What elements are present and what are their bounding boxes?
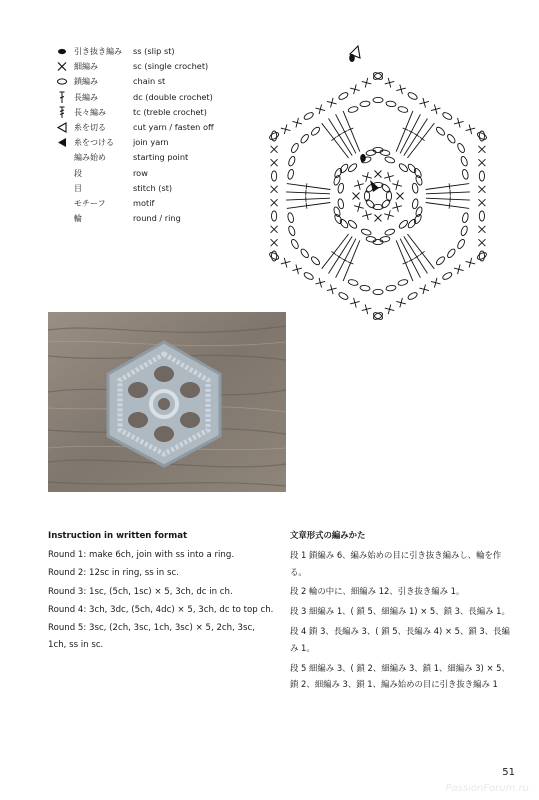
legend-en-label: stitch (st): [133, 182, 173, 193]
round-4-jp: 段 4 鎖 3、長編み 3、( 鎖 5、長編み 4) × 5、鎖 3、長編み 1。: [290, 625, 510, 653]
legend-jp-label: 糸をつける: [74, 138, 114, 148]
motif-photo: [48, 312, 286, 492]
legend-row: [54, 59, 254, 74]
legend-row: [54, 211, 254, 226]
japanese-heading: 文章形式の編みかた: [290, 530, 366, 540]
watermark-text: PassionForum.ru: [445, 783, 529, 794]
legend-row: [54, 44, 254, 59]
legend-row: [54, 181, 254, 196]
legend-row: [54, 90, 254, 105]
legend-en-label: starting point: [133, 152, 189, 163]
legend-jp-label: 段: [74, 168, 82, 178]
legend-jp-label: 編み始め: [74, 153, 106, 163]
legend-en-label: dc (double crochet): [133, 91, 213, 102]
tc-icon: [54, 105, 70, 120]
cut-yarn-icon: [54, 120, 70, 135]
legend-jp-label: 長々編み: [74, 107, 106, 117]
legend-jp-label: 長編み: [74, 92, 98, 102]
legend-en-label: motif: [133, 197, 155, 208]
legend-row: [54, 150, 254, 165]
stitch-legend: [54, 44, 254, 226]
legend-row: [54, 135, 254, 150]
round-3-en: Round 3: 1sc, (5ch, 1sc) × 5, 3ch, dc in ch.: [48, 586, 233, 597]
round-1-en: Round 1: make 6ch, join with ss into a ring.: [48, 549, 235, 560]
legend-en-label: row: [133, 167, 148, 178]
legend-row: [54, 196, 254, 211]
legend-en-label: round / ring: [133, 213, 181, 224]
legend-en-label: ss (slip st): [133, 46, 175, 56]
legend-jp-label: モチーフ: [74, 198, 106, 208]
legend-jp-label: 目: [74, 183, 82, 193]
page-number: 51: [502, 767, 515, 778]
sc-cross-icon: [54, 59, 70, 74]
join-yarn-icon: [54, 135, 70, 150]
legend-row: [54, 120, 254, 135]
dc-icon: [54, 90, 70, 105]
slip-st-icon: [54, 44, 70, 59]
legend-jp-label: 輪: [74, 214, 82, 224]
english-heading: Instruction in written format: [48, 531, 188, 541]
round-2-jp: 段 2 輪の中に、細編み 12、引き抜き編み 1。: [290, 586, 465, 597]
round-5-jp: 段 5 細編み 3、( 鎖 2、細編み 3、鎖 1、細編み 3) × 5、鎖 2、細編み 3、鎖 1、編み始めの目に引き抜き編み 1: [290, 662, 510, 690]
legend-row: [54, 74, 254, 89]
chain-oval-icon: [54, 74, 70, 89]
legend-jp-label: 鎖編み: [74, 77, 98, 87]
round-2-en: Round 2: 12sc in ring, ss in sc.: [48, 568, 179, 578]
legend-row: [54, 166, 254, 181]
legend-jp-label: 引き抜き編み: [74, 47, 122, 56]
english-instructions: [48, 527, 278, 654]
legend-en-label: sc (single crochet): [133, 61, 209, 72]
legend-jp-label: 細編み: [74, 62, 98, 72]
round-4-en: Round 4: 3ch, 3dc, (5ch, 4dc) × 5, 3ch, dc to top ch.: [48, 605, 274, 615]
legend-en-label: tc (treble crochet): [133, 106, 207, 117]
legend-row: [54, 105, 254, 120]
round-3-jp: 段 3 細編み 1、( 鎖 5、細編み 1) × 5、鎖 3、長編み 1。: [290, 606, 510, 617]
crochet-diagram: [242, 36, 514, 336]
legend-en-label: chain st: [133, 76, 166, 87]
legend-jp-label: 糸を切る: [74, 122, 106, 132]
round-1-jp: 段 1 鎖編み 6、編み始めの目に引き抜き編みし、輪を作る。: [290, 549, 502, 577]
legend-en-label: join yarn: [133, 137, 169, 148]
round-5-en: Round 5: 3sc, (2ch, 3sc, 1ch, 3sc) × 5, 2ch, 3sc, 1ch, ss in sc.: [48, 622, 255, 650]
legend-en-label: cut yarn / fasten off: [133, 121, 214, 132]
japanese-instructions: [290, 527, 510, 696]
